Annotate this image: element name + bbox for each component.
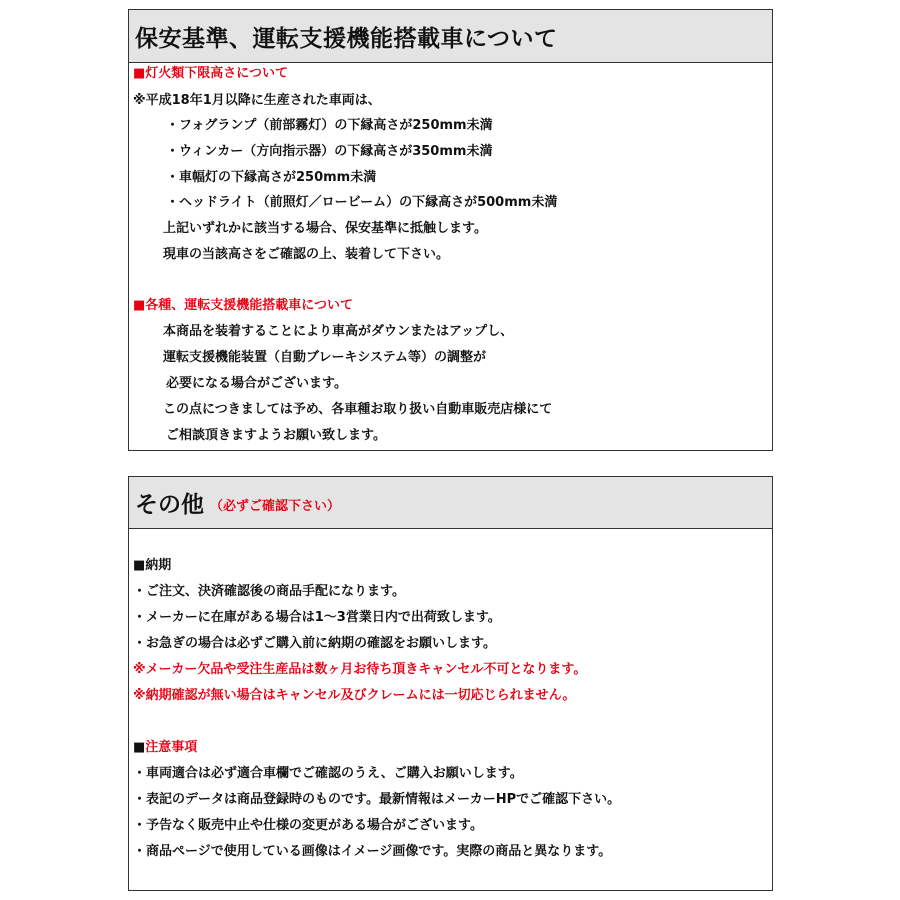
delivery-warning: ※メーカー欠品や受注生産品は数ヶ月お待ち頂きキャンセル不可となります。: [133, 662, 587, 677]
safety-standards-title: 保安基準、運転支援機能搭載車について: [129, 10, 772, 63]
lamp-height-note: 上記いずれかに該当する場合、保安基準に抵触します。: [163, 221, 487, 236]
lamp-height-intro: ※平成18年1月以降に生産された車両は、: [133, 93, 381, 108]
caution-line: ・車両適合は必ず適合車欄でご確認のうえ、ご購入お願いします。: [133, 766, 523, 781]
caution-line: ・商品ページで使用している画像はイメージ画像です。実際の商品と異なります。: [133, 844, 612, 859]
driver-assist-heading: ■各種、運転支援機能搭載車について: [133, 298, 354, 313]
caution-line: ・予告なく販売中止や仕様の変更がある場合がございます。: [133, 818, 483, 833]
lamp-height-item: ・車幅灯の下縁高さが250mm未満: [166, 170, 377, 185]
lamp-height-heading: ■灯火類下限高さについて: [133, 66, 289, 81]
driver-assist-line: この点につきましては予め、各車種お取り扱い自動車販売店様にて: [163, 402, 553, 417]
driver-assist-line: 本商品を装着することにより車高がダウンまたはアップし、: [163, 324, 514, 339]
other-notes-title-note: （必ずご確認下さい）: [210, 499, 341, 514]
delivery-warning: ※納期確認が無い場合はキャンセル及びクレームには一切応じられません。: [133, 688, 576, 703]
delivery-line: ・メーカーに在庫がある場合は1～3営業日内で出荷致します。: [133, 610, 501, 625]
delivery-line: ・お急ぎの場合は必ずご購入前に納期の確認をお願いします。: [133, 636, 496, 651]
driver-assist-line: 運転支援機能装置（自動ブレーキシステム等）の調整が: [163, 350, 487, 365]
caution-heading-text: 注意事項: [145, 740, 198, 755]
delivery-heading: ■納期: [133, 558, 172, 573]
lamp-height-item: ・フォグランプ（前部霧灯）の下縁高さが250mm未満: [166, 118, 493, 133]
lamp-height-item: ・ウィンカー（方向指示器）の下縁高さが350mm未満: [166, 144, 493, 159]
other-notes-header: [129, 477, 772, 529]
caution-line: ・表記のデータは商品登録時のものです。最新情報はメーカーHPでご確認下さい。: [133, 792, 621, 807]
caution-heading-square: ■: [133, 740, 146, 755]
other-notes-title: その他: [135, 492, 204, 518]
caution-heading: [133, 739, 197, 757]
driver-assist-line: ご相談頂きますようお願い致します。: [166, 428, 386, 443]
lamp-height-item: ・ヘッドライト（前照灯／ロービーム）の下縁高さが500mm未満: [166, 195, 558, 210]
lamp-height-note: 現車の当該高さをご確認の上、装着して下さい。: [163, 247, 450, 262]
driver-assist-line: 必要になる場合がございます。: [166, 376, 347, 391]
delivery-line: ・ご注文、決済確認後の商品手配になります。: [133, 584, 405, 599]
